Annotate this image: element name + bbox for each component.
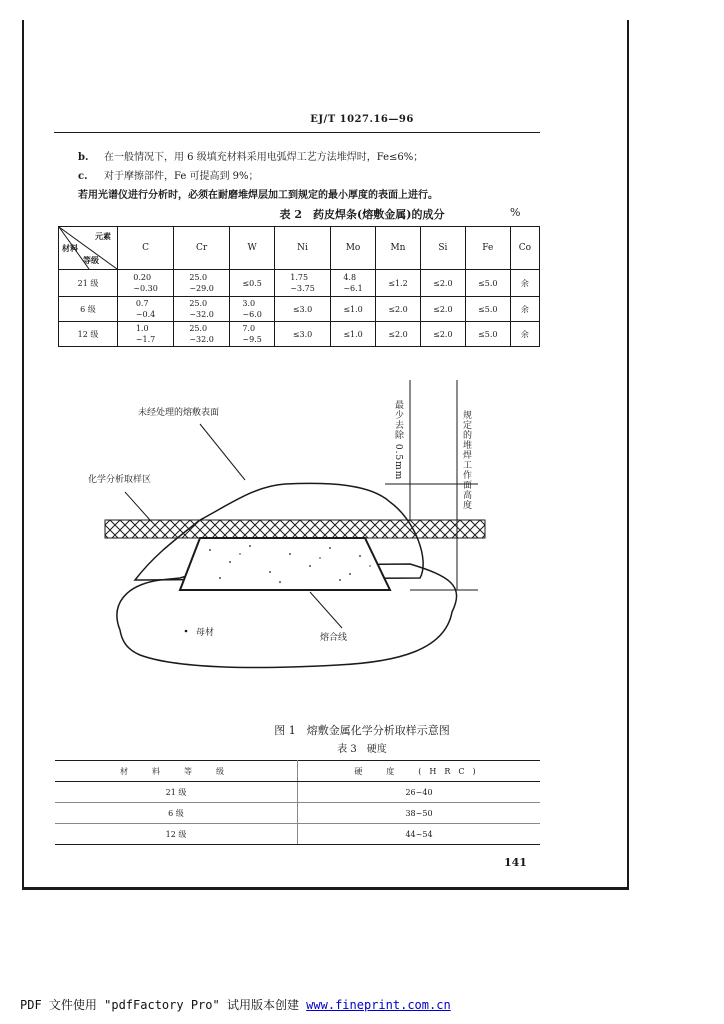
value-line: ≤1.0: [343, 304, 363, 314]
value-range: [478, 329, 497, 340]
value-cell: [331, 297, 376, 322]
table-row: [55, 782, 540, 803]
value-line: ≤2.0: [433, 304, 453, 314]
table-row: [59, 270, 540, 297]
page-border-left: [22, 20, 24, 890]
value-line: 余: [520, 329, 529, 339]
grade-cell: 21 级: [59, 270, 118, 297]
value-range: [343, 304, 362, 315]
col-header: Cr: [174, 227, 230, 270]
label-min-removal: 最少去除 0.5mm: [393, 400, 403, 481]
value-cell: [118, 270, 174, 297]
leader-fusion: [310, 592, 342, 628]
t3-grade-cell: 21 级: [55, 782, 298, 803]
label-fusion-line: 熔合线: [320, 633, 348, 643]
value-line: ~29.0: [189, 284, 214, 293]
col-header: W: [230, 227, 275, 270]
page-number: 141: [504, 856, 527, 869]
table-row: [59, 297, 540, 322]
value-range: [242, 298, 261, 320]
corner-element: 元素: [95, 231, 111, 241]
note-b: b. 在一般情况下，用 6 级填充材料采用电弧焊工艺方法堆焊时，Fe≤6%；: [78, 152, 424, 163]
value-cell: [510, 297, 539, 322]
value-range: [388, 304, 407, 315]
value-line: 25.0: [189, 299, 208, 308]
page-border-right: [627, 20, 629, 890]
value-line: ~32.0: [189, 310, 214, 319]
value-cell: [465, 297, 510, 322]
figure1-caption: 图 1 熔敷金属化学分析取样示意图: [274, 724, 450, 737]
value-line: ≤2.0: [388, 329, 408, 339]
note-c: c. 对于摩擦部件，Fe 可提高到 9%；: [78, 171, 259, 182]
value-line: 0.7: [135, 299, 149, 308]
table-row: [55, 803, 540, 824]
col-header: C: [118, 227, 174, 270]
value-cell: [118, 297, 174, 322]
table2-corner-header: [59, 227, 118, 270]
value-cell: [420, 297, 465, 322]
spectrometer-paragraph: 若用光谱仪进行分析时，必须在耐磨堆焊层加工到规定的最小厚度的表面上进行。: [78, 190, 438, 201]
page-border-bottom: [22, 887, 629, 890]
value-line: ~32.0: [189, 335, 214, 344]
value-range: [521, 329, 529, 340]
label-required-height: 规定的堆焊工作面高度: [461, 410, 471, 510]
fusion-line-boundary: [180, 538, 390, 590]
leader-sample: [125, 492, 150, 520]
value-range: [189, 272, 214, 294]
value-line: ~6.0: [242, 310, 262, 319]
t3-header-hardness: 硬 度 (HRC): [298, 761, 541, 782]
value-cell: [230, 297, 275, 322]
value-cell: [510, 270, 539, 297]
value-line: ≤5.0: [478, 278, 498, 288]
value-range: [136, 323, 155, 345]
value-range: [388, 329, 407, 340]
value-cell: [275, 270, 331, 297]
value-line: ≤3.0: [292, 329, 313, 339]
value-cell: [174, 270, 230, 297]
value-line: ~0.30: [133, 284, 158, 293]
value-line: 0.20: [133, 273, 152, 282]
value-cell: [230, 270, 275, 297]
value-cell: [376, 270, 421, 297]
value-cell: [510, 322, 539, 347]
value-line: 余: [520, 278, 529, 288]
value-range: [189, 323, 214, 345]
value-line: ≤1.0: [343, 329, 363, 339]
value-cell: [420, 322, 465, 347]
value-line: ~6.1: [343, 284, 363, 293]
value-cell: [275, 297, 331, 322]
value-range: [290, 272, 315, 294]
pdf-footer: [20, 996, 451, 1013]
value-range: [343, 329, 362, 340]
value-line: ~9.5: [242, 335, 262, 344]
value-line: 7.0: [242, 324, 256, 333]
t3-hardness-cell: 26~40: [298, 782, 541, 803]
value-line: ≤1.2: [388, 278, 408, 288]
value-range: [521, 304, 529, 315]
figure1: [80, 380, 540, 684]
t3-hardness-cell: 44~54: [298, 824, 541, 845]
t3-grade-cell: 6 级: [55, 803, 298, 824]
value-range: [242, 278, 261, 289]
table-row: [55, 824, 540, 845]
value-range: [343, 272, 362, 294]
table2-title: 表 2 药皮焊条(熔敷金属)的成分: [279, 208, 445, 221]
col-header: Fe: [465, 227, 510, 270]
table-row: [59, 322, 540, 347]
t3-grade-cell: 12 级: [55, 824, 298, 845]
value-range: [478, 278, 497, 289]
value-line: ≤0.5: [242, 278, 262, 288]
value-range: [388, 278, 407, 289]
value-line: ~1.7: [135, 335, 156, 344]
value-cell: [118, 322, 174, 347]
value-line: ≤5.0: [478, 304, 498, 314]
value-cell: [331, 322, 376, 347]
value-line: 25.0: [189, 273, 208, 282]
value-range: [189, 298, 214, 320]
value-range: [133, 272, 158, 294]
value-range: [521, 278, 529, 289]
value-line: ≤5.0: [478, 329, 498, 339]
value-line: ≤2.0: [433, 278, 453, 288]
value-range: [293, 329, 312, 340]
value-range: [136, 298, 155, 320]
value-range: [433, 304, 452, 315]
value-line: ≤3.0: [292, 304, 313, 314]
footer-text: PDF 文件使用 "pdfFactory Pro" 试用版本创建: [20, 998, 307, 1012]
value-cell: [465, 270, 510, 297]
value-range: [242, 323, 261, 345]
value-cell: [420, 270, 465, 297]
label-sample-zone: 化学分析取样区: [88, 475, 152, 485]
label-untreated-surface: 未经处理的熔敷表面: [138, 408, 220, 418]
col-header: Mo: [331, 227, 376, 270]
value-cell: [230, 322, 275, 347]
composition-table: [58, 226, 540, 347]
label-base-metal: 母材: [196, 628, 215, 638]
col-header: Mn: [376, 227, 421, 270]
header-rule: [54, 132, 540, 133]
table2-unit: %: [510, 206, 521, 219]
base-metal-marker: [185, 630, 188, 633]
col-header: Co: [510, 227, 539, 270]
value-cell: [331, 270, 376, 297]
hardness-table: [55, 760, 540, 845]
value-cell: [275, 322, 331, 347]
standard-code: EJ/T 1027.16—96: [310, 114, 414, 125]
value-line: ~0.4: [135, 310, 156, 319]
t3-hardness-cell: 38~50: [298, 803, 541, 824]
value-range: [478, 304, 497, 315]
value-line: 3.0: [242, 299, 256, 308]
corner-grade: 等级: [83, 255, 99, 265]
value-line: ≤2.0: [388, 304, 408, 314]
t3-header-grade: 材 料 等 级: [55, 761, 298, 782]
value-line: ≤2.0: [433, 329, 453, 339]
value-cell: [174, 322, 230, 347]
footer-link[interactable]: www.fineprint.com.cn: [306, 998, 451, 1012]
value-line: 4.8: [343, 273, 357, 282]
value-cell: [465, 322, 510, 347]
value-cell: [174, 297, 230, 322]
col-header: Ni: [275, 227, 331, 270]
value-line: 1.0: [135, 324, 149, 333]
value-line: 余: [520, 304, 529, 314]
value-range: [433, 329, 452, 340]
value-cell: [376, 297, 421, 322]
grade-cell: 12 级: [59, 322, 118, 347]
value-line: ~3.75: [290, 284, 315, 293]
leader-surface: [200, 424, 245, 480]
value-cell: [376, 322, 421, 347]
value-line: 25.0: [189, 324, 208, 333]
value-range: [433, 278, 452, 289]
grade-cell: 6 级: [59, 297, 118, 322]
value-range: [293, 304, 312, 315]
col-header: Si: [420, 227, 465, 270]
sample-zone-band: [105, 520, 485, 538]
table3-title: 表 3 硬度: [337, 744, 387, 755]
value-line: 1.75: [290, 273, 309, 282]
corner-material: 材料: [62, 243, 78, 253]
